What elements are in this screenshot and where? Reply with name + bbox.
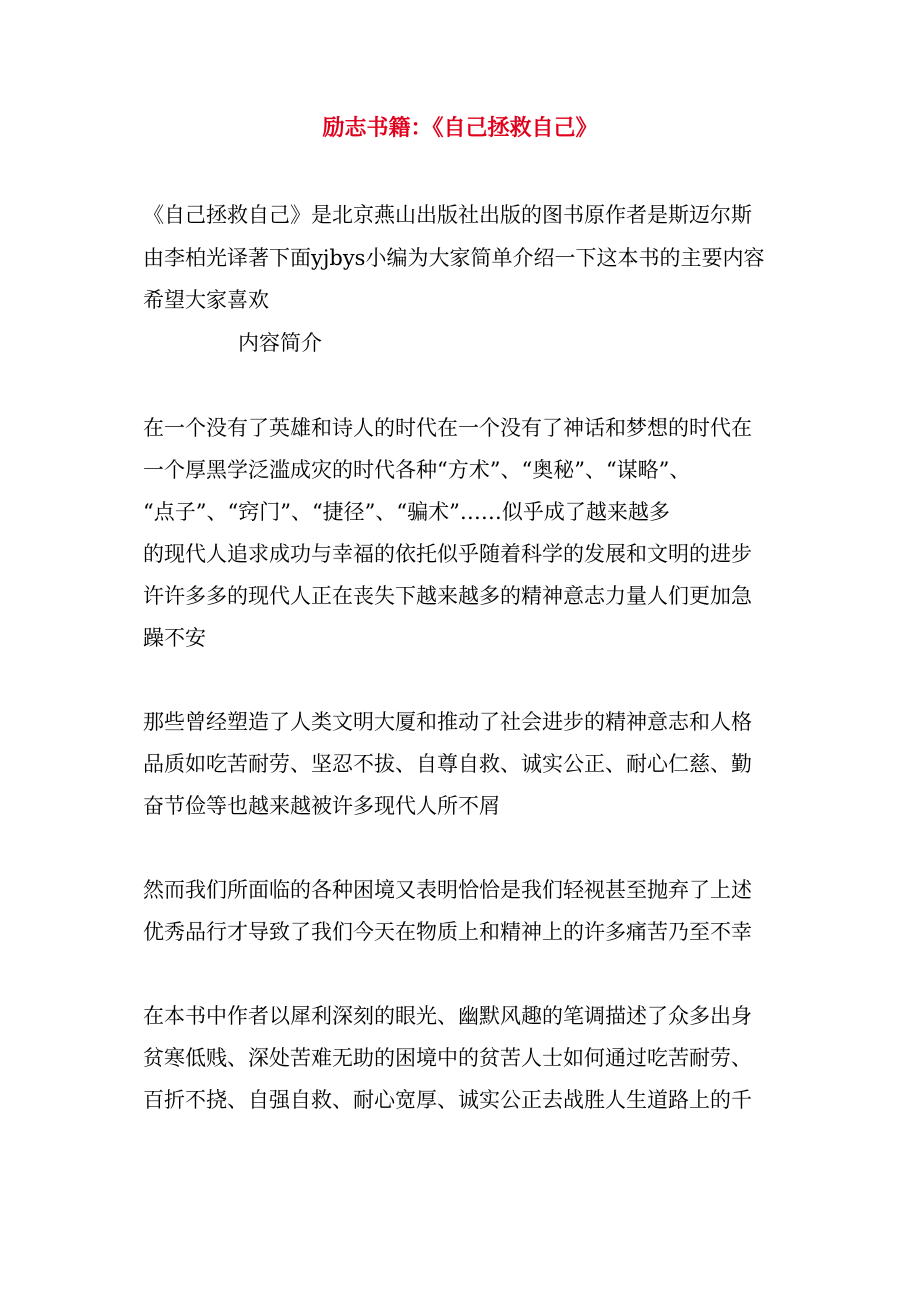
paragraph-line: 奋节俭等也越来越被许多现代人所不屑 xyxy=(143,794,500,818)
intro-line: 希望大家喜欢 xyxy=(143,288,269,312)
paragraph-line: 然而我们所面临的各种困境又表明恰恰是我们轻视甚至抛弃了上述 xyxy=(143,878,752,902)
paragraph-line: “点子”、“窍门”、“捷径”、“骗术”……似乎成了越来越多 xyxy=(143,500,670,524)
intro-line: 由李柏光译著下面yjbys小编为大家简单介绍一下这本书的主要内容 xyxy=(143,246,765,270)
paragraph-line: 贫寒低贱、深处苦难无助的困境中的贫苦人士如何通过吃苦耐劳、 xyxy=(143,1046,752,1070)
paragraph-line: 躁不安 xyxy=(143,626,206,650)
paragraph-line: 的现代人追求成功与幸福的依托似乎随着科学的发展和文明的进步 xyxy=(143,542,752,566)
paragraph-line: 许许多多的现代人正在丧失下越来越多的精神意志力量人们更加急 xyxy=(143,584,752,608)
paragraph-line: 优秀品行才导致了我们今天在物质上和精神上的许多痛苦乃至不幸 xyxy=(143,920,752,944)
document-title: 励志书籍：《自己拯救自己》 xyxy=(322,115,598,141)
paragraph-line: 品质如吃苦耐劳、坚忍不拔、自尊自救、诚实公正、耐心仁慈、勤 xyxy=(143,752,752,776)
section-heading: 内容简介 xyxy=(238,331,322,355)
intro-line: 《自己拯救自己》是北京燕山出版社出版的图书原作者是斯迈尔斯 xyxy=(143,203,752,227)
paragraph-line: 百折不挠、自强自救、耐心宽厚、诚实公正去战胜人生道路上的千 xyxy=(143,1088,752,1112)
paragraph-line: 那些曾经塑造了人类文明大厦和推动了社会进步的精神意志和人格 xyxy=(143,710,752,734)
paragraph-line: 在一个没有了英雄和诗人的时代在一个没有了神话和梦想的时代在 xyxy=(143,416,752,440)
paragraph-line: 一个厚黑学泛滥成灾的时代各种“方术”、“奥秘”、“谋略”、 xyxy=(143,458,691,482)
paragraph-line: 在本书中作者以犀利深刻的眼光、幽默风趣的笔调描述了众多出身 xyxy=(143,1004,752,1028)
